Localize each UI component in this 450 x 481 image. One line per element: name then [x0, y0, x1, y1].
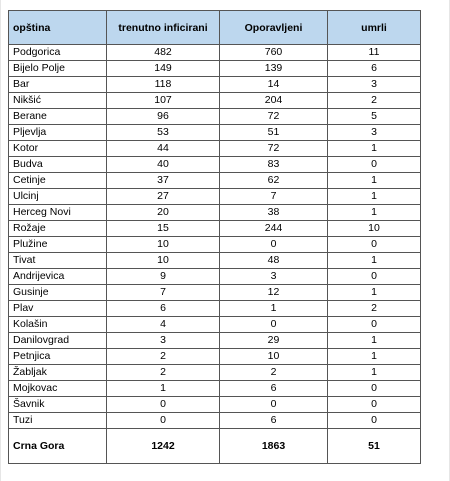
currently-infected-cell: 27: [107, 189, 220, 205]
table-row: [9, 173, 421, 189]
table-body: [9, 45, 421, 429]
municipality-cell: Andrijevica: [9, 269, 107, 285]
deceased-cell: 0: [328, 381, 421, 397]
table-row: [9, 317, 421, 333]
deceased-cell: 11: [328, 45, 421, 61]
municipality-cell: Bar: [9, 77, 107, 93]
currently-infected-cell: 2: [107, 365, 220, 381]
currently-infected-cell: 53: [107, 125, 220, 141]
recovered-cell: 3: [220, 269, 328, 285]
recovered-cell: 0: [220, 317, 328, 333]
deceased-cell: 0: [328, 397, 421, 413]
deceased-cell: 1: [328, 141, 421, 157]
total-currently-infected: 1242: [107, 429, 220, 464]
currently-infected-cell: 482: [107, 45, 220, 61]
table-row: [9, 61, 421, 77]
municipality-cell: Petnjica: [9, 349, 107, 365]
recovered-cell: 6: [220, 413, 328, 429]
deceased-cell: 2: [328, 93, 421, 109]
table-row: [9, 365, 421, 381]
recovered-cell: 0: [220, 237, 328, 253]
currently-infected-cell: 4: [107, 317, 220, 333]
deceased-cell: 10: [328, 221, 421, 237]
currently-infected-cell: 0: [107, 397, 220, 413]
municipality-cell: Tivat: [9, 253, 107, 269]
total-label: Crna Gora: [9, 429, 107, 464]
table-row: [9, 141, 421, 157]
municipality-cell: Ulcinj: [9, 189, 107, 205]
recovered-cell: 51: [220, 125, 328, 141]
deceased-cell: 1: [328, 189, 421, 205]
recovered-cell: 29: [220, 333, 328, 349]
deceased-cell: 0: [328, 317, 421, 333]
recovered-cell: 72: [220, 109, 328, 125]
municipality-cell: Berane: [9, 109, 107, 125]
currently-infected-cell: 40: [107, 157, 220, 173]
table-row: [9, 221, 421, 237]
recovered-cell: 83: [220, 157, 328, 173]
currently-infected-cell: 20: [107, 205, 220, 221]
currently-infected-cell: 0: [107, 413, 220, 429]
table-row: [9, 77, 421, 93]
deceased-cell: 5: [328, 109, 421, 125]
municipality-cell: Herceg Novi: [9, 205, 107, 221]
municipality-cell: Šavnik: [9, 397, 107, 413]
municipality-cell: Kolašin: [9, 317, 107, 333]
table-row: [9, 189, 421, 205]
municipality-cell: Cetinje: [9, 173, 107, 189]
currently-infected-cell: 10: [107, 237, 220, 253]
deceased-cell: 3: [328, 125, 421, 141]
deceased-cell: 1: [328, 173, 421, 189]
recovered-cell: 1: [220, 301, 328, 317]
currently-infected-cell: 149: [107, 61, 220, 77]
municipality-cell: Podgorica: [9, 45, 107, 61]
table-row: [9, 413, 421, 429]
municipality-cell: Danilovgrad: [9, 333, 107, 349]
table-row: [9, 349, 421, 365]
header-municipality: opština: [9, 11, 107, 45]
deceased-cell: 1: [328, 285, 421, 301]
municipality-cell: Žabljak: [9, 365, 107, 381]
currently-infected-cell: 44: [107, 141, 220, 157]
recovered-cell: 62: [220, 173, 328, 189]
currently-infected-cell: 7: [107, 285, 220, 301]
table-row: [9, 381, 421, 397]
municipality-cell: Budva: [9, 157, 107, 173]
currently-infected-cell: 37: [107, 173, 220, 189]
total-recovered: 1863: [220, 429, 328, 464]
deceased-cell: 1: [328, 365, 421, 381]
currently-infected-cell: 2: [107, 349, 220, 365]
recovered-cell: 14: [220, 77, 328, 93]
deceased-cell: 0: [328, 413, 421, 429]
deceased-cell: 0: [328, 237, 421, 253]
header-currently-infected: trenutno inficirani: [107, 11, 220, 45]
table-row: [9, 301, 421, 317]
table-row: [9, 285, 421, 301]
municipality-cell: Plužine: [9, 237, 107, 253]
table-row: [9, 333, 421, 349]
table-row: [9, 237, 421, 253]
deceased-cell: 0: [328, 269, 421, 285]
municipality-cell: Tuzi: [9, 413, 107, 429]
recovered-cell: 38: [220, 205, 328, 221]
currently-infected-cell: 15: [107, 221, 220, 237]
deceased-cell: 1: [328, 253, 421, 269]
recovered-cell: 2: [220, 365, 328, 381]
currently-infected-cell: 118: [107, 77, 220, 93]
deceased-cell: 3: [328, 77, 421, 93]
recovered-cell: 48: [220, 253, 328, 269]
table-row: [9, 269, 421, 285]
recovered-cell: 72: [220, 141, 328, 157]
table-row: [9, 109, 421, 125]
municipality-cell: Pljevlja: [9, 125, 107, 141]
currently-infected-cell: 3: [107, 333, 220, 349]
deceased-cell: 2: [328, 301, 421, 317]
recovered-cell: 204: [220, 93, 328, 109]
currently-infected-cell: 10: [107, 253, 220, 269]
municipality-cell: Rožaje: [9, 221, 107, 237]
deceased-cell: 6: [328, 61, 421, 77]
municipality-cell: Kotor: [9, 141, 107, 157]
currently-infected-cell: 1: [107, 381, 220, 397]
table-row: [9, 45, 421, 61]
table-header-row: [9, 11, 421, 45]
municipality-cell: Bijelo Polje: [9, 61, 107, 77]
header-deceased: umrli: [328, 11, 421, 45]
municipality-cell: Gusinje: [9, 285, 107, 301]
table-row: [9, 205, 421, 221]
recovered-cell: 139: [220, 61, 328, 77]
currently-infected-cell: 6: [107, 301, 220, 317]
deceased-cell: 1: [328, 333, 421, 349]
header-recovered: Oporavljeni: [220, 11, 328, 45]
table-row: [9, 125, 421, 141]
table-row: [9, 397, 421, 413]
recovered-cell: 6: [220, 381, 328, 397]
municipality-cell: Mojkovac: [9, 381, 107, 397]
deceased-cell: 1: [328, 205, 421, 221]
currently-infected-cell: 107: [107, 93, 220, 109]
municipality-cell: Plav: [9, 301, 107, 317]
currently-infected-cell: 96: [107, 109, 220, 125]
recovered-cell: 244: [220, 221, 328, 237]
total-deceased: 51: [328, 429, 421, 464]
deceased-cell: 1: [328, 349, 421, 365]
recovered-cell: 0: [220, 397, 328, 413]
recovered-cell: 7: [220, 189, 328, 205]
municipality-cell: Nikšić: [9, 93, 107, 109]
municipality-covid-table: [8, 10, 421, 464]
table-total-row: [9, 429, 421, 464]
recovered-cell: 10: [220, 349, 328, 365]
recovered-cell: 760: [220, 45, 328, 61]
table-row: [9, 157, 421, 173]
table-row: [9, 93, 421, 109]
table-row: [9, 253, 421, 269]
deceased-cell: 0: [328, 157, 421, 173]
recovered-cell: 12: [220, 285, 328, 301]
currently-infected-cell: 9: [107, 269, 220, 285]
